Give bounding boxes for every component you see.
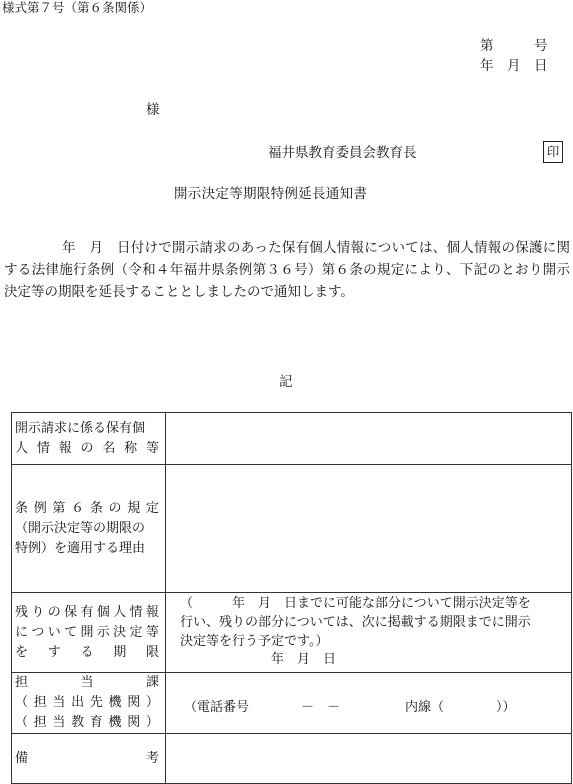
label-char: 報 bbox=[58, 440, 72, 456]
deadline-note-line: 決定等を行う予定です。） bbox=[180, 634, 329, 649]
label-char: 定 bbox=[129, 624, 143, 640]
label-char: 担 bbox=[33, 695, 47, 710]
label-char: 人 bbox=[113, 604, 127, 620]
label-char: 期 bbox=[113, 644, 127, 660]
label-line bbox=[12, 643, 165, 663]
deadline-note-line: 行い、残りの部分については、次に掲載する期限までに開示 bbox=[180, 615, 531, 630]
form-number: 様式第７号（第６条関係） bbox=[2, 0, 153, 15]
label-char: 規 bbox=[127, 500, 141, 516]
label-line bbox=[12, 693, 165, 713]
label-char: 有 bbox=[80, 604, 94, 620]
label-char: 備 bbox=[15, 750, 29, 766]
label-char: 条 bbox=[15, 500, 29, 516]
label-char: 当 bbox=[52, 715, 66, 730]
phone-number-line: （電話番号 － － 内線（ ）） bbox=[184, 700, 516, 715]
seal-stamp-box: 印 bbox=[543, 141, 563, 163]
value-contact-department bbox=[166, 673, 572, 734]
label-char: ６ bbox=[71, 500, 85, 516]
label-requested-info-name bbox=[12, 413, 166, 465]
document-title: 開示決定等期限特例延長通知書 bbox=[174, 186, 368, 202]
label-char: 残 bbox=[15, 604, 29, 620]
label-contact-department bbox=[12, 673, 166, 734]
table-row-reason bbox=[12, 465, 572, 593]
label-char: る bbox=[80, 644, 94, 660]
value-application-reason bbox=[166, 465, 572, 593]
ki-heading: 記 bbox=[279, 374, 293, 390]
notice-body-text: 年 月 日付けで開示請求のあった保有個人情報については、個人情報の保護に関する法律施行条例（令和４年福井県条例第３６号）第６条の規定により、下記のとおり開示決定等の期限を延長することとしましたので通知します。 bbox=[4, 240, 570, 300]
label-char: 示 bbox=[96, 624, 110, 640]
label-line bbox=[12, 673, 165, 693]
label-char: 先 bbox=[89, 695, 103, 710]
label-char: （ bbox=[15, 715, 29, 730]
label-char: 課 bbox=[145, 675, 159, 690]
label-char: 情 bbox=[129, 604, 143, 620]
label-char: の bbox=[47, 604, 61, 620]
label-char: 保 bbox=[64, 604, 78, 620]
addressee-honorific: 様 bbox=[146, 102, 160, 118]
label-char: 例 bbox=[33, 500, 47, 516]
label-char: （ bbox=[15, 695, 29, 710]
label-char: り bbox=[31, 604, 45, 620]
label-char: 個 bbox=[96, 604, 110, 620]
label-char: 機 bbox=[108, 695, 122, 710]
label-char: 開示請求に係る保有個 bbox=[15, 420, 146, 436]
label-char: て bbox=[64, 624, 78, 640]
label-char: 情 bbox=[36, 440, 50, 456]
label-char: の bbox=[108, 500, 122, 516]
label-char: 報 bbox=[145, 604, 159, 620]
label-char: 人 bbox=[15, 440, 29, 456]
label-char: 定 bbox=[145, 500, 159, 516]
extension-info-table bbox=[11, 412, 572, 784]
deadline-date-line: 年 月 日 bbox=[180, 652, 337, 667]
label-char: 関 bbox=[127, 715, 141, 730]
label-char: 第 bbox=[52, 500, 66, 516]
issuer-name: 福井県教育委員会教育長 bbox=[268, 145, 417, 161]
value-remaining-deadline bbox=[166, 593, 572, 673]
document-number: 第 号 bbox=[480, 38, 548, 54]
label-remarks bbox=[12, 734, 166, 784]
label-char: に bbox=[15, 624, 29, 640]
label-char: 考 bbox=[145, 750, 159, 766]
label-char: つ bbox=[31, 624, 45, 640]
label-char: 特例）を適用する理由 bbox=[15, 540, 146, 556]
table-row-contact bbox=[12, 673, 572, 734]
label-line bbox=[12, 499, 165, 519]
value-remarks bbox=[166, 734, 572, 784]
table-row-remaining-deadline bbox=[12, 593, 572, 673]
label-line bbox=[12, 519, 165, 539]
label-char: 育 bbox=[89, 715, 103, 730]
value-requested-info-name bbox=[166, 413, 572, 465]
label-char: 称 bbox=[124, 440, 138, 456]
label-line bbox=[12, 749, 165, 769]
label-char: 名 bbox=[102, 440, 116, 456]
label-line bbox=[12, 603, 165, 623]
label-char: 出 bbox=[71, 695, 85, 710]
label-char: 担 bbox=[33, 715, 47, 730]
table-row-remarks bbox=[12, 734, 572, 784]
label-application-reason bbox=[12, 465, 166, 593]
label-char: ） bbox=[145, 695, 159, 710]
label-char: 担 bbox=[15, 675, 29, 690]
label-char: 限 bbox=[145, 644, 159, 660]
label-char: ） bbox=[145, 715, 159, 730]
label-char: 条 bbox=[89, 500, 103, 516]
label-char: す bbox=[47, 644, 61, 660]
label-char: 関 bbox=[127, 695, 141, 710]
label-char: （開示決定等の期限の bbox=[15, 520, 146, 536]
label-char: 等 bbox=[145, 624, 159, 640]
deadline-note-line: （ 年 月 日までに可能な部分について開示決定等を bbox=[180, 596, 531, 611]
label-char: 決 bbox=[113, 624, 127, 640]
label-line bbox=[12, 623, 165, 643]
label-line bbox=[12, 713, 165, 733]
label-line bbox=[12, 539, 165, 559]
label-char: を bbox=[15, 644, 29, 660]
document-date: 年 月 日 bbox=[480, 58, 548, 74]
label-char: い bbox=[47, 624, 61, 640]
label-char: 当 bbox=[80, 675, 94, 690]
label-char: 等 bbox=[145, 440, 159, 456]
label-remaining-deadline bbox=[12, 593, 166, 673]
label-char: 当 bbox=[52, 695, 66, 710]
label-char: 機 bbox=[108, 715, 122, 730]
table-row-requested-info bbox=[12, 413, 572, 465]
label-line bbox=[12, 439, 165, 459]
label-char: の bbox=[80, 440, 94, 456]
label-char: 開 bbox=[80, 624, 94, 640]
label-line bbox=[12, 419, 165, 439]
label-char: 教 bbox=[71, 715, 85, 730]
